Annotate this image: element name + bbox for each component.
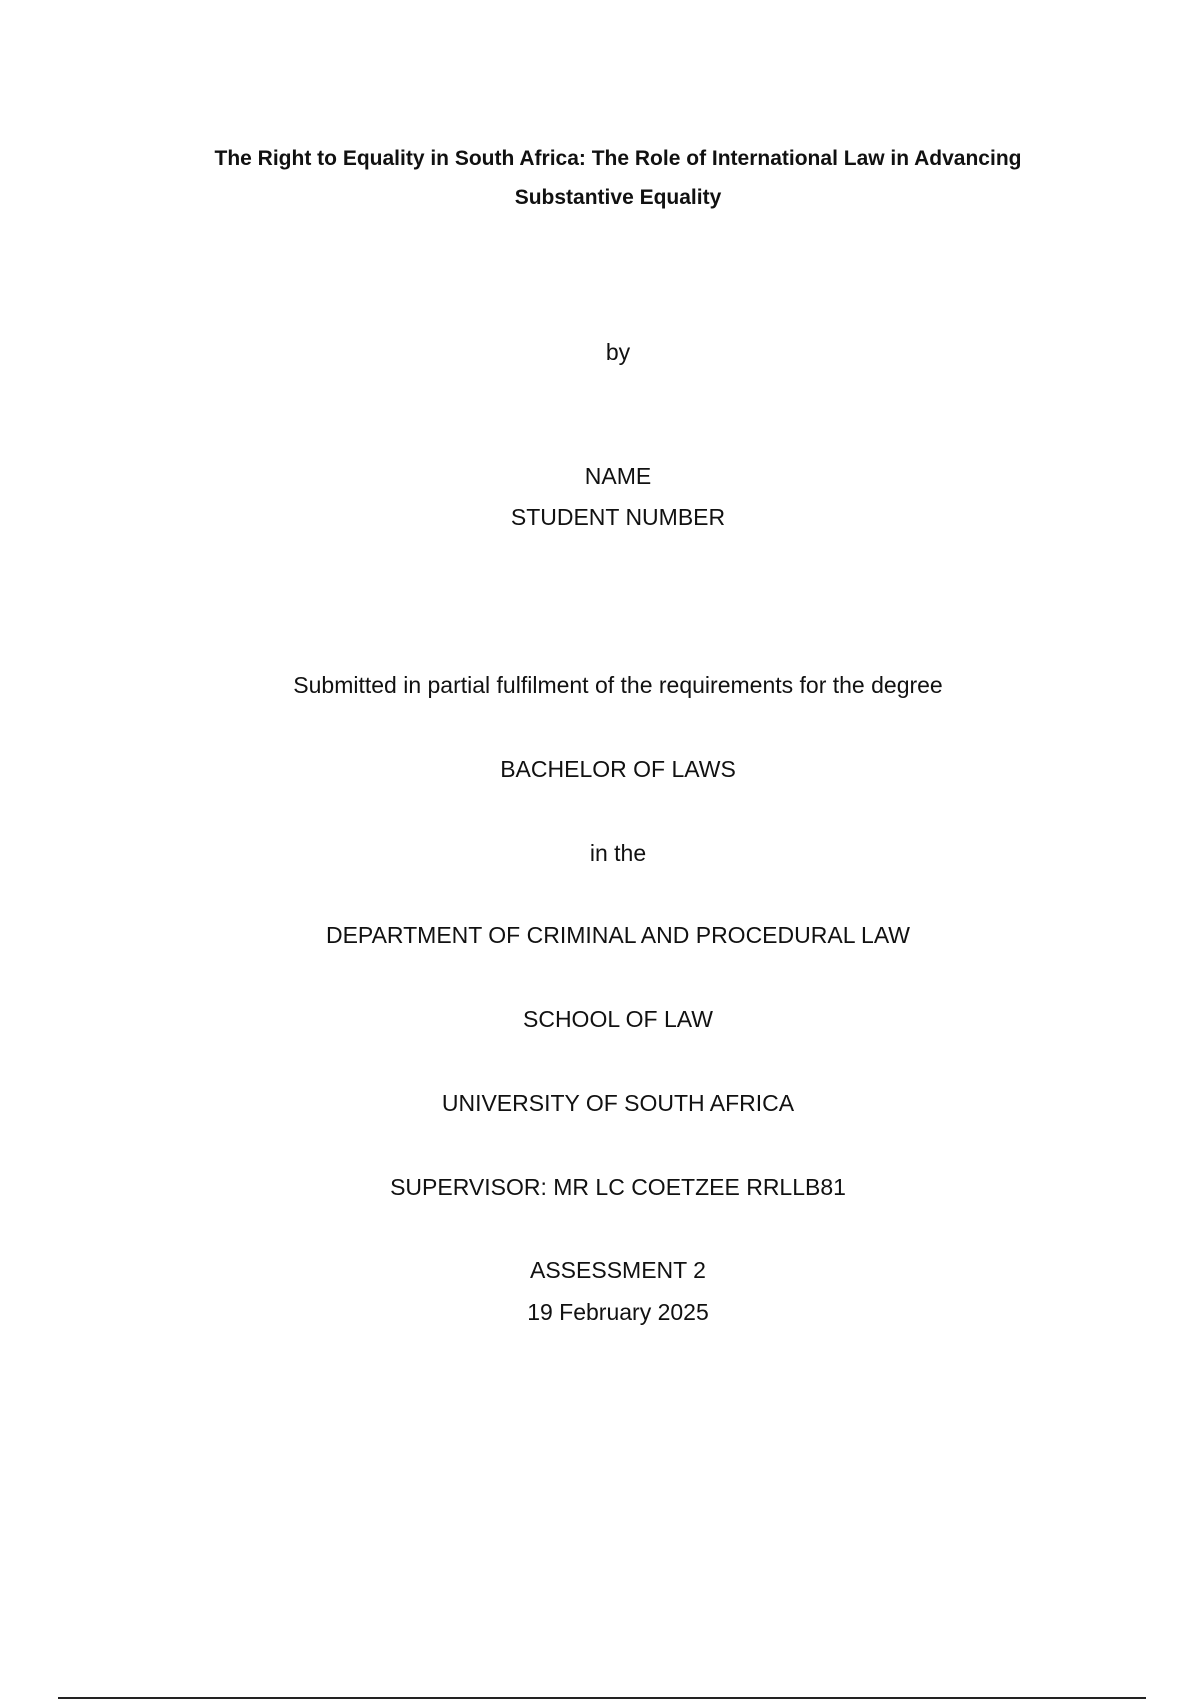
university-name: UNIVERSITY OF SOUTH AFRICA — [441, 1090, 795, 1116]
by-label: by — [605, 339, 631, 365]
supervisor-line: SUPERVISOR: MR LC COETZEE RRLLB81 — [390, 1174, 846, 1200]
degree-name: BACHELOR OF LAWS — [500, 756, 736, 782]
department-name: DEPARTMENT OF CRIMINAL AND PROCEDURAL LAW — [325, 922, 911, 948]
submission-statement: Submitted in partial fulfilment of the requirements for the degree — [293, 672, 943, 698]
school-name: SCHOOL OF LAW — [523, 1006, 713, 1032]
bottom-rule — [58, 1697, 1146, 1699]
submission-date: 19 February 2025 — [527, 1299, 709, 1325]
student-name: NAME — [584, 463, 652, 489]
student-number: STUDENT NUMBER — [510, 504, 726, 530]
thesis-title-line-1: The Right to Equality in South Africa: The Role of International Law in Advancing — [214, 147, 1022, 170]
in-the-label: in the — [589, 840, 647, 866]
thesis-title-line-2: Substantive Equality — [514, 186, 722, 209]
assessment-label: ASSESSMENT 2 — [530, 1257, 706, 1283]
